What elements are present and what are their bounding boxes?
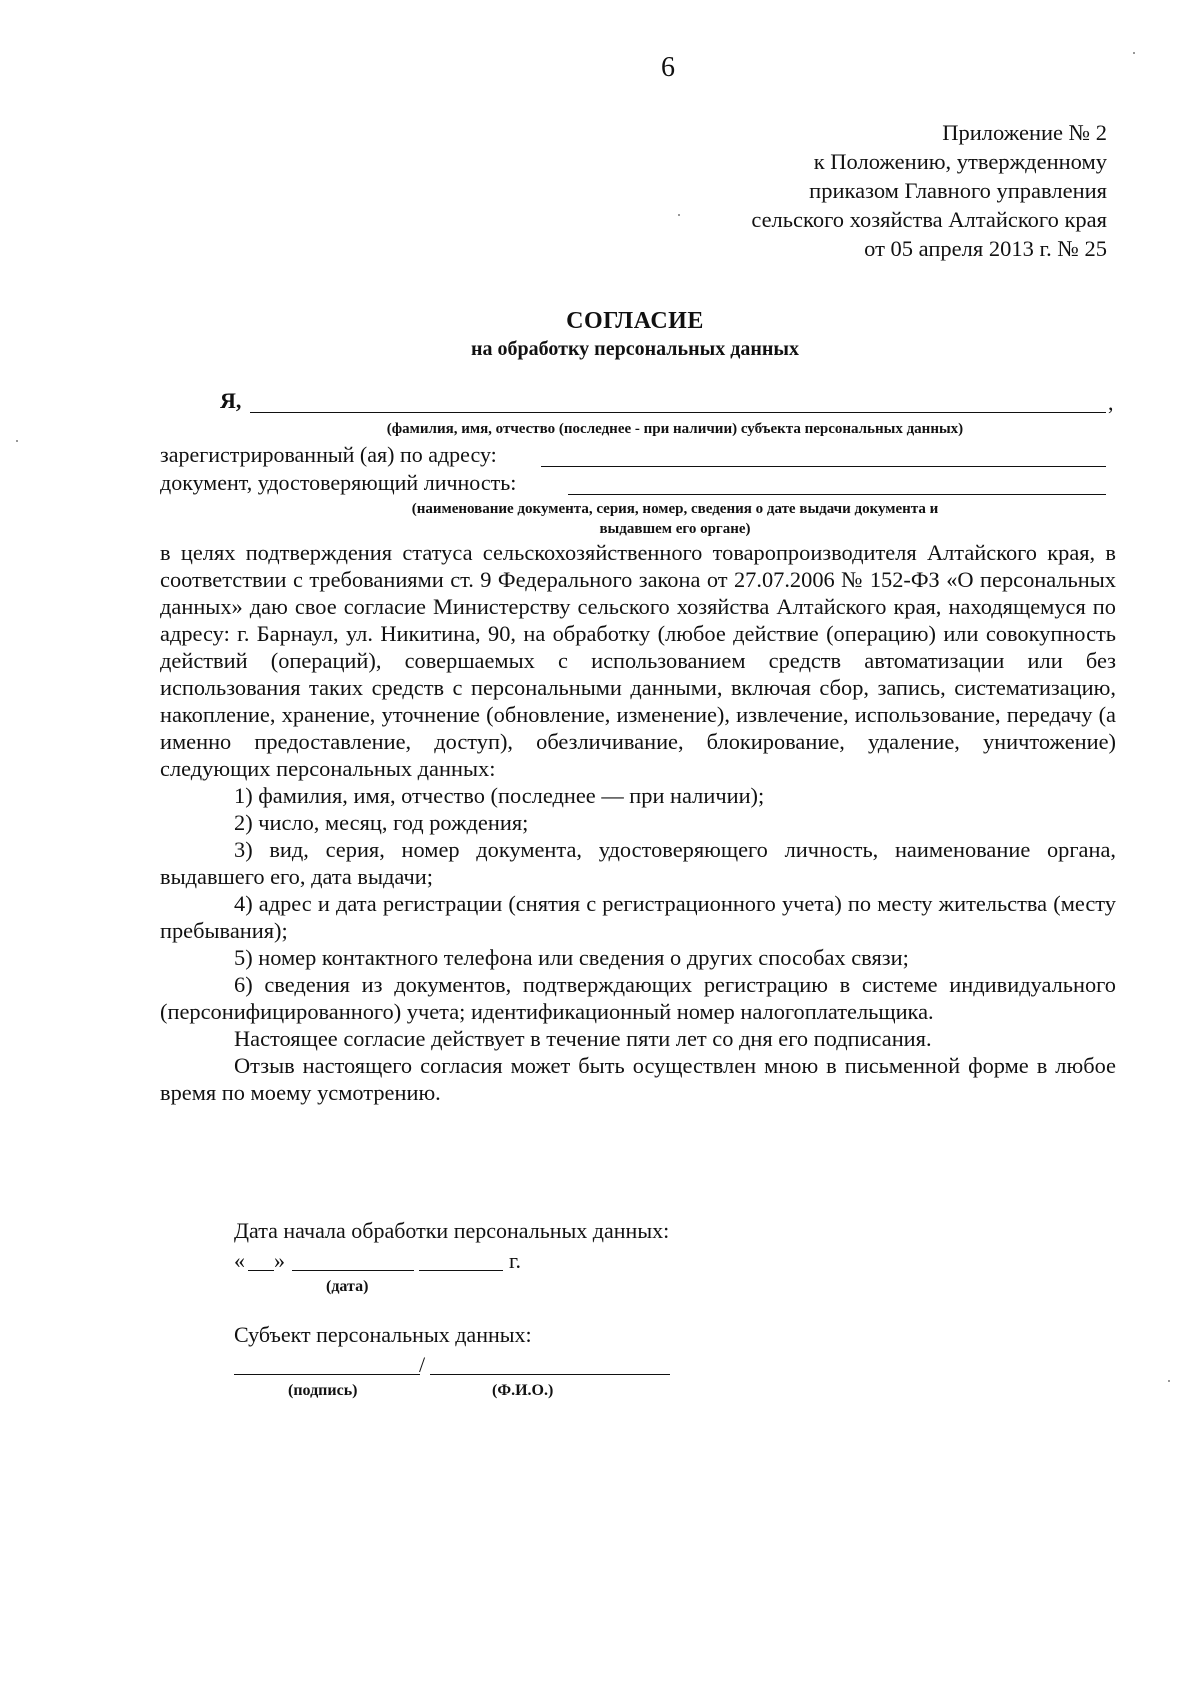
- date-year-line[interactable]: [419, 1270, 503, 1271]
- name-field-line[interactable]: [250, 412, 1106, 413]
- fio-line[interactable]: [430, 1374, 670, 1375]
- name-field-comma: ,: [1108, 390, 1114, 415]
- scan-speck: [1133, 52, 1135, 54]
- date-month-line[interactable]: [292, 1270, 414, 1271]
- validity-paragraph: Настоящее согласие действует в течение пяти лет со дня его подписания.: [234, 1026, 932, 1051]
- consent-intro-paragraph: в целях подтверждения статуса сельскохозяйственного товаропроизводителя Алтайского края, в соответствии с требованиями ст. 9 Федерального закона от 27.07.2006 № 152-ФЗ «О персональных данных» даю свое согласие Министерству сельского хозяйства Алтайского края, находящемуся по адресу: г. Барнаул, ул. Никитина, 90, на обработку (любое действие (операцию) или совокупность действий (операций), совершаемых с использованием средств автоматизации или без использования таких средств с персональными данными, включая сбор, запись, систематизацию, накопление, хранение, уточнение (обновление, изменение), извлечение, использование, передачу (а именно предоставление, доступ), обезличивание, блокирование, удаление, уничтожение) следующих персональных данных:: [160, 540, 1116, 781]
- consent-body: [160, 539, 1116, 1106]
- scan-speck: [16, 440, 18, 442]
- data-item-6: 6) сведения из документов, подтверждающих регистрацию в системе индивидуального (персонифицированного) учета; идентификационный номер налогоплательщика.: [160, 972, 1116, 1024]
- fio-caption: (Ф.И.О.): [492, 1382, 554, 1399]
- date-year-suffix: г.: [509, 1248, 522, 1273]
- name-field-hint: (фамилия, имя, отчество (последнее - при наличии) субъекта персональных данных): [386, 421, 964, 437]
- signature-caption: (подпись): [288, 1382, 358, 1399]
- data-item-4: 4) адрес и дата регистрации (снятия с регистрационного учета) по месту жительства (месту пребывания);: [160, 891, 1116, 943]
- signature-slash: /: [419, 1352, 426, 1377]
- id-document-hint-1: (наименование документа, серия, номер, сведения о дате выдачи документа и: [411, 501, 939, 517]
- scan-speck: [678, 214, 680, 216]
- date-close-quote: »: [274, 1248, 285, 1273]
- appendix-line-1: Приложение № 2: [942, 120, 1107, 145]
- subject-label: Субъект персональных данных:: [234, 1322, 532, 1347]
- scan-speck: [1168, 1380, 1170, 1382]
- id-document-field-line[interactable]: [568, 494, 1106, 495]
- appendix-line-4: сельского хозяйства Алтайского края: [751, 207, 1107, 232]
- appendix-line-5: от 05 апреля 2013 г. № 25: [864, 236, 1107, 261]
- processing-start-label: Дата начала обработки персональных данных:: [234, 1218, 670, 1243]
- page-number: 6: [661, 52, 675, 83]
- data-item-3: 3) вид, серия, номер документа, удостоверяющего личность, наименование органа, выдавшего его, дата выдачи;: [160, 837, 1116, 889]
- data-item-1: 1) фамилия, имя, отчество (последнее — при наличии);: [234, 783, 765, 808]
- document-subtitle: на обработку персональных данных: [471, 338, 799, 360]
- address-label: зарегистрированный (ая) по адресу:: [160, 442, 497, 467]
- address-field-line[interactable]: [541, 466, 1106, 467]
- revocation-paragraph: Отзыв настоящего согласия может быть осуществлен мною в письменной форме в любое время по моему усмотрению.: [160, 1053, 1116, 1105]
- appendix-header: [751, 118, 1107, 263]
- id-document-label: документ, удостоверяющий личность:: [160, 470, 517, 495]
- date-day-line[interactable]: [248, 1270, 274, 1271]
- date-caption: (дата): [326, 1278, 369, 1295]
- data-item-5: 5) номер контактного телефона или сведения о других способах связи;: [234, 945, 909, 970]
- appendix-line-3: приказом Главного управления: [809, 178, 1107, 203]
- id-document-hint-2: выдавшем его органе): [599, 521, 751, 537]
- appendix-line-2: к Положению, утвержденному: [813, 149, 1107, 174]
- signature-line[interactable]: [234, 1374, 420, 1375]
- document-title: СОГЛАСИЕ: [566, 308, 704, 334]
- date-open-quote: «: [234, 1248, 245, 1273]
- i-label: Я,: [220, 388, 242, 413]
- data-item-2: 2) число, месяц, год рождения;: [234, 810, 529, 835]
